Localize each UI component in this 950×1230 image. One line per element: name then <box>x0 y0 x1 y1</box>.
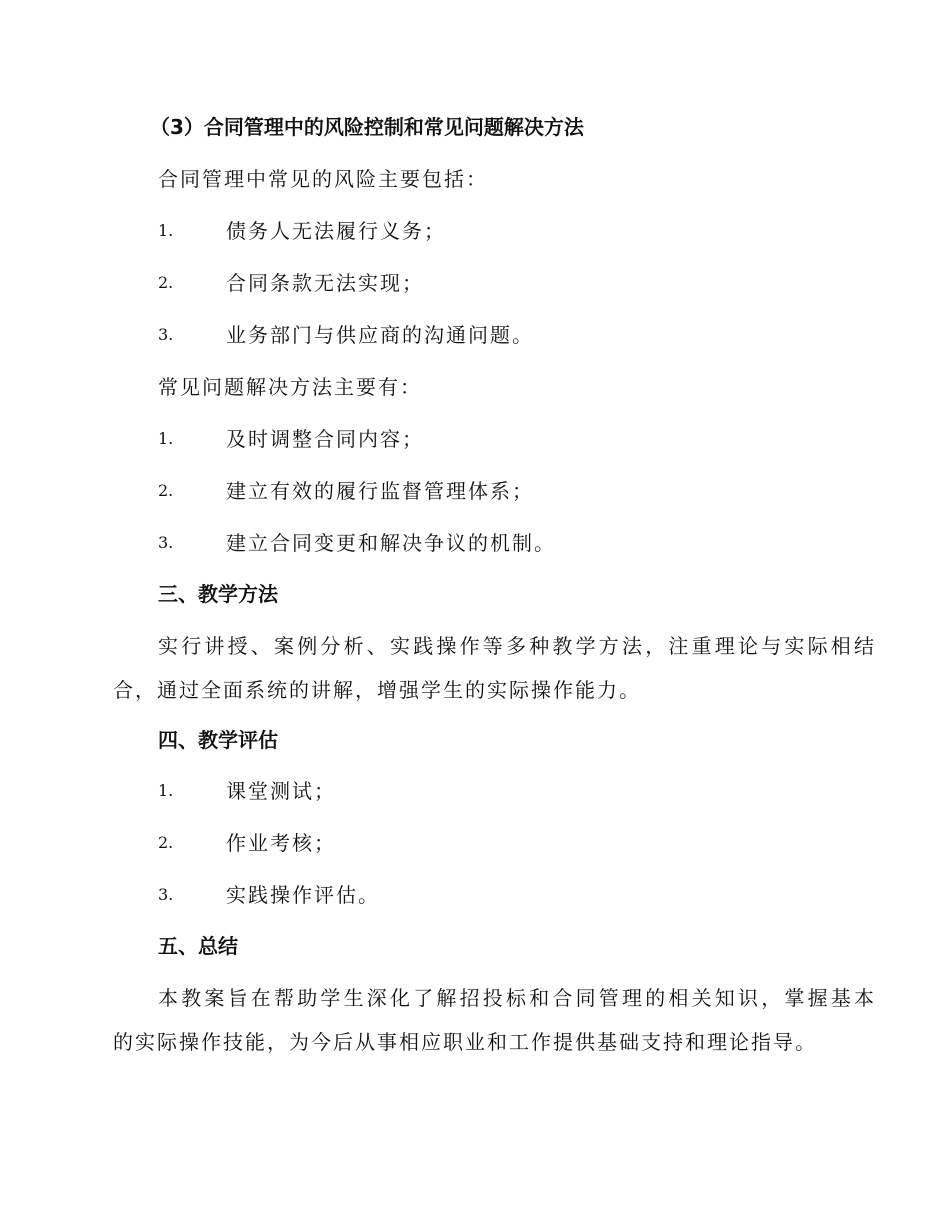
summary-paragraph-line-2: 的实际操作技能，为今后从事相应职业和工作提供基础支持和理论指导。 <box>113 1030 817 1054</box>
list-item: 课堂测试； <box>226 779 336 803</box>
list-number: 2. <box>158 481 174 500</box>
list-number: 1. <box>158 781 174 800</box>
list-number: 3. <box>158 325 174 344</box>
heading-teaching-evaluation: 四、教学评估 <box>158 728 278 752</box>
list-item: 建立有效的履行监督管理体系； <box>226 479 534 503</box>
list-number: 3. <box>158 885 174 904</box>
heading-teaching-methods: 三、教学方法 <box>158 582 278 606</box>
list-number: 2. <box>158 833 174 852</box>
solutions-intro: 常见问题解决方法主要有： <box>158 375 422 399</box>
list-number: 1. <box>158 221 174 240</box>
list-number: 2. <box>158 273 174 292</box>
summary-paragraph-line-1: 本教案旨在帮助学生深化了解招投标和合同管理的相关知识，掌握基本 <box>158 986 878 1010</box>
list-item: 合同条款无法实现； <box>226 271 424 295</box>
list-item: 及时调整合同内容； <box>226 427 424 451</box>
list-number: 3. <box>158 533 174 552</box>
heading-summary: 五、总结 <box>158 934 238 958</box>
risks-intro: 合同管理中常见的风险主要包括： <box>158 167 488 191</box>
methods-paragraph-line-2: 合，通过全面系统的讲解，增强学生的实际操作能力。 <box>113 678 641 702</box>
list-item: 作业考核； <box>226 831 336 855</box>
list-item: 实践操作评估。 <box>226 883 380 907</box>
list-item: 业务部门与供应商的沟通问题。 <box>226 323 534 347</box>
methods-paragraph-line-1: 实行讲授、案例分析、实践操作等多种教学方法，注重理论与实际相结 <box>158 634 878 658</box>
list-item: 建立合同变更和解决争议的机制。 <box>226 531 556 555</box>
list-number: 1. <box>158 429 174 448</box>
section-title-risk-control: （3）合同管理中的风险控制和常见问题解决方法 <box>150 115 584 139</box>
list-item: 债务人无法履行义务； <box>226 219 446 243</box>
